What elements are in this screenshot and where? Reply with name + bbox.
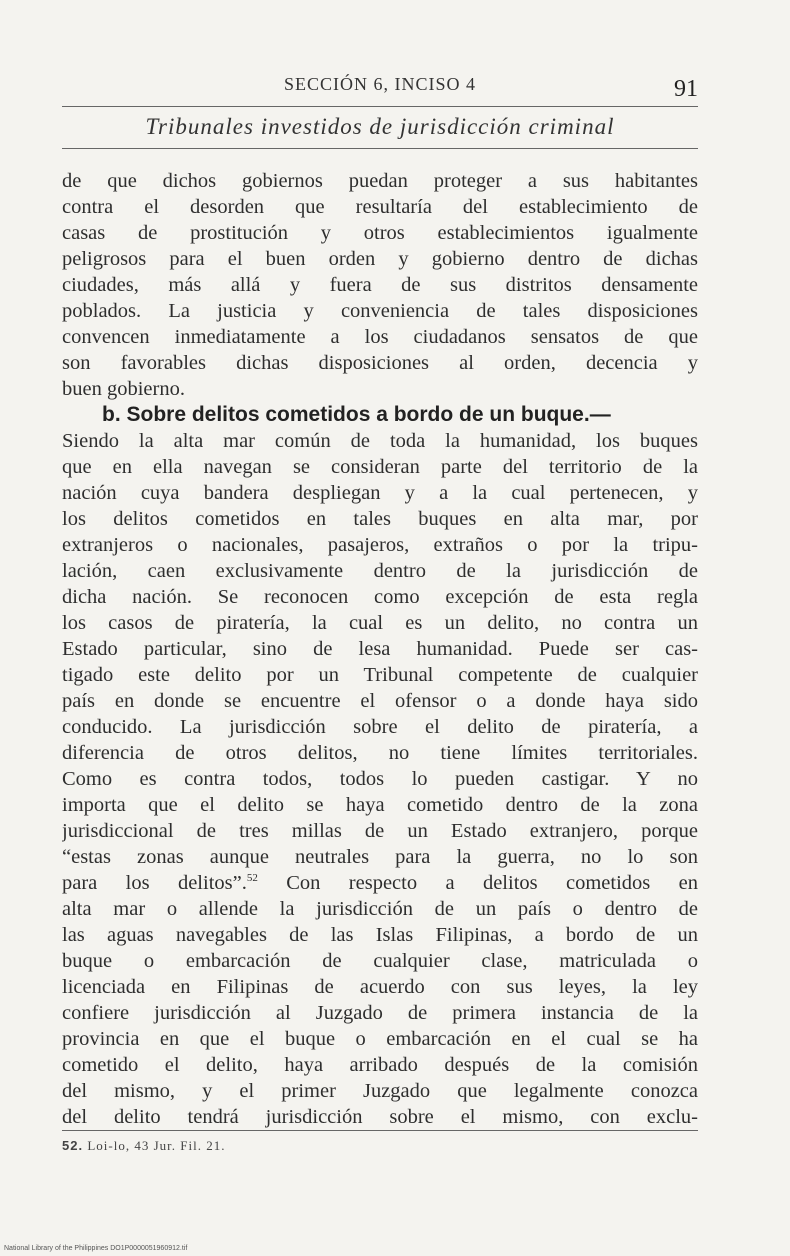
subhead-rule (62, 148, 698, 149)
page-subhead: Tribunales investidos de jurisdicción criminal (145, 114, 615, 139)
text-line: provincia en que el buque o embarcación en el cual se ha (62, 1028, 698, 1050)
footnote-text: Loi-lo, 43 Jur. Fil. 21. (87, 1138, 226, 1153)
footnote-number: 52. (62, 1138, 84, 1153)
text-line: los delitos cometidos en tales buques en alta mar, por (62, 508, 698, 530)
text-fragment: Con respecto a delitos cometidos en (257, 872, 698, 894)
text-line: Como es contra todos, todos lo pueden castigar. Y no (62, 768, 698, 790)
text-line: Siendo la alta mar común de toda la humanidad, los buques (62, 430, 698, 452)
footnote (62, 1138, 225, 1154)
page-number: 91 (674, 76, 698, 102)
text-line: buque o embarcación de cualquier clase, matriculada o (62, 950, 698, 972)
text-line: las aguas navegables de las Islas Filipinas, a bordo de un (62, 924, 698, 946)
text-line: importa que el delito se haya cometido dentro de la zona (62, 794, 698, 816)
text-line: país en donde se encuentre el ofensor o a donde haya sido (62, 690, 698, 712)
text-line: ciudades, más allá y fuera de sus distritos densamente (62, 274, 698, 296)
text-line: buen gobierno. (62, 378, 185, 400)
text-line: poblados. La justicia y conveniencia de tales disposiciones (62, 300, 698, 322)
text-line-with-footnote (62, 870, 698, 896)
header-rule (62, 106, 698, 107)
text-line: diferencia de otros delitos, no tiene límites territoriales. (62, 742, 698, 764)
text-line: extranjeros o nacionales, pasajeros, extraños o por la tripu- (62, 534, 698, 556)
text-line: conducido. La jurisdicción sobre el delito de piratería, a (62, 716, 698, 738)
text-line: dicha nación. Se reconocen como excepción de esta regla (62, 586, 698, 608)
text-line: Estado particular, sino de lesa humanidad. Puede ser cas- (62, 638, 698, 660)
paragraph-2 (62, 402, 698, 1130)
text-line: nación cuya bandera despliegan y a la cual pertenecen, y (62, 482, 698, 504)
text-line: “estas zonas aunque neutrales para la guerra, no lo son (62, 846, 698, 868)
text-line: que en ella navegan se consideran parte del territorio de la (62, 456, 698, 478)
text-line: lación, caen exclusivamente dentro de la jurisdicción de (62, 560, 698, 582)
text-line: convencen inmediatamente a los ciudadanos sensatos de que (62, 326, 698, 348)
body-text (62, 168, 698, 1130)
section-heading: b. Sobre delitos cometidos a bordo de un buque.— (102, 403, 611, 426)
text-line: peligrosos para el buen orden y gobierno dentro de dichas (62, 248, 698, 270)
text-line: son favorables dichas disposiciones al orden, decencia y (62, 352, 698, 374)
footnote-rule (62, 1130, 698, 1131)
text-line: contra el desorden que resultaría del establecimiento de (62, 196, 698, 218)
text-line: casas de prostitución y otros establecimientos igualmente (62, 222, 698, 244)
text-line: confiere jurisdicción al Juzgado de primera instancia de la (62, 1002, 698, 1024)
text-line: jurisdiccional de tres millas de un Estado extranjero, porque (62, 820, 698, 842)
text-line: licenciada en Filipinas de acuerdo con sus leyes, la ley (62, 976, 698, 998)
text-line: del delito tendrá jurisdicción sobre el mismo, con exclu- (62, 1106, 698, 1128)
text-line: los casos de piratería, la cual es un delito, no contra un (62, 612, 698, 634)
footnote-ref[interactable]: 52 (246, 872, 258, 885)
text-line: de que dichos gobiernos puedan proteger a sus habitantes (62, 170, 698, 192)
text-fragment: para los delitos”. (62, 872, 247, 894)
paragraph-1 (62, 168, 698, 402)
text-line: alta mar o allende la jurisdicción de un país o dentro de (62, 898, 698, 920)
archive-watermark: National Library of the Philippines DO1P0000051960912.tif (4, 1245, 188, 1252)
running-head: SECCIÓN 6, INCISO 4 (283, 74, 476, 94)
text-line: cometido el delito, haya arribado después de la comisión (62, 1054, 698, 1076)
text-line: tigado este delito por un Tribunal competente de cualquier (62, 664, 698, 686)
text-line: del mismo, y el primer Juzgado que legalmente conozca (62, 1080, 698, 1102)
